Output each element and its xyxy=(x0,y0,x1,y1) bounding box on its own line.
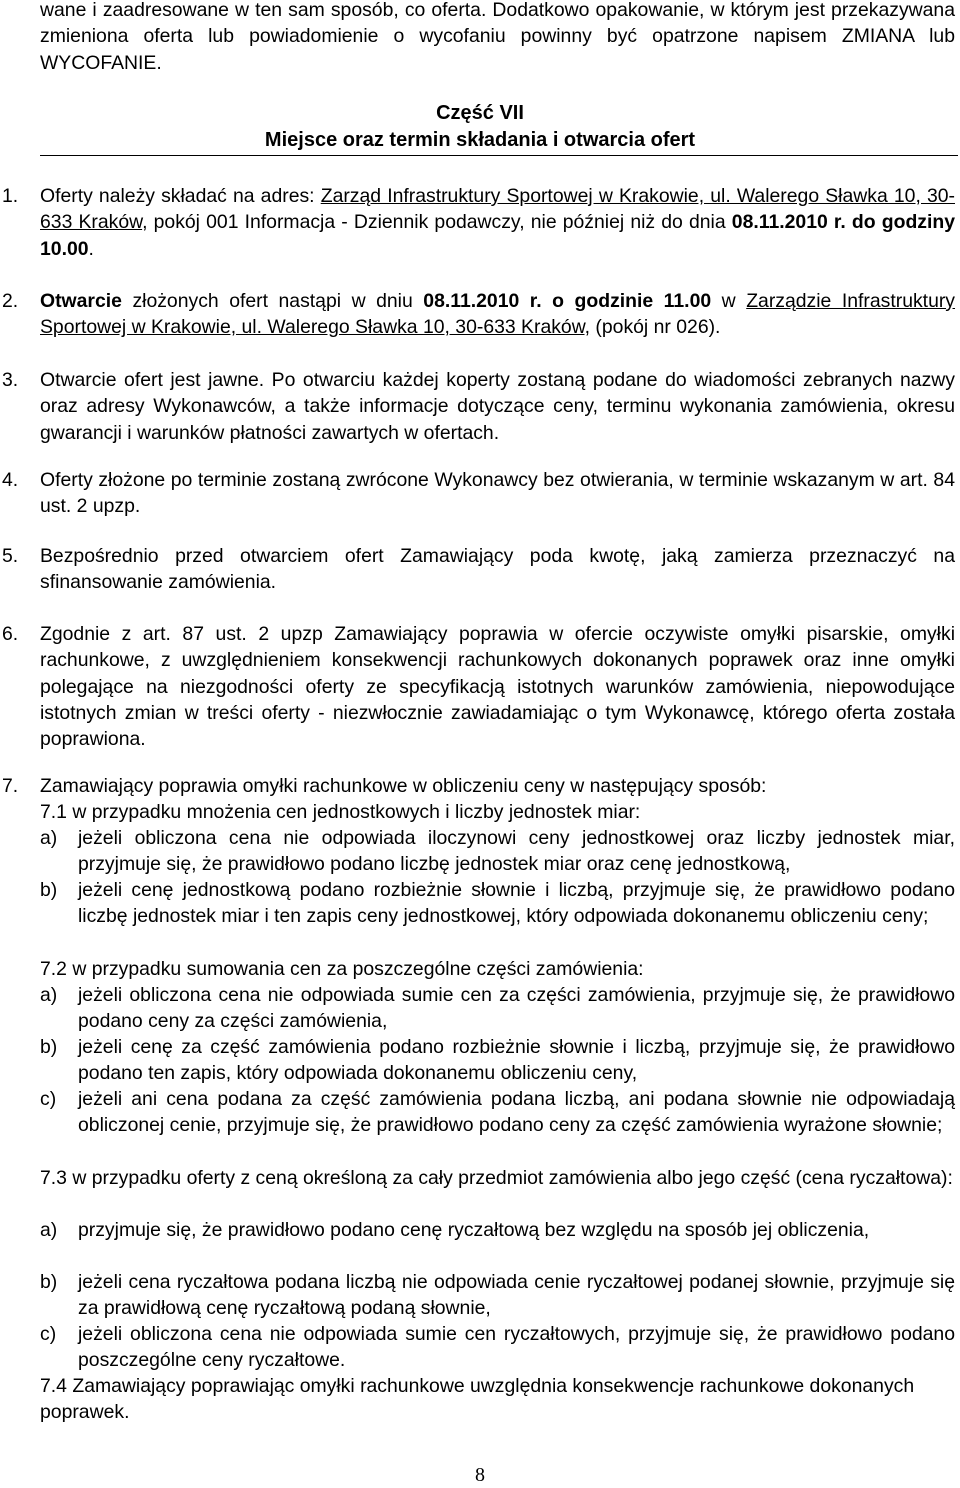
intro-paragraph: wane i zaadresowane w ten sam sposób, co oferta. Dodatkowo opakowanie, w którym jest przekazywana zmieniona oferta lub powiadomienie o wycofaniu powinny być opatrzone napisem ZMIANA lub WYCOFANIE. xyxy=(40,0,955,74)
sub-item-label: b) xyxy=(40,1271,58,1293)
address-link-text: Zarząd Infrastruktury Sportowej w Krakowie, ul. Walerego Sławka 10, 30-633 Kraków xyxy=(40,185,955,234)
address-link-text: Zarządzie Infrastruktury Sportowej w Krakowie, ul. Walerego Sławka 10, 30-633 Kraków, xyxy=(40,290,956,339)
subsection-heading: 7.1 w przypadku mnożenia cen jednostkowych i liczby jednostek miar: xyxy=(40,801,641,823)
item-number: 5. xyxy=(2,545,19,567)
subsection-heading: 7.2 w przypadku sumowania cen za poszczególne części zamówienia: xyxy=(40,958,644,980)
sub-item-label: c) xyxy=(40,1323,57,1345)
heading-rule xyxy=(40,155,958,156)
sub-item-text: jeżeli obliczona cena nie odpowiada sumie cen ryczałtowych, przyjmuje się, że prawidłowo podano poszczególne ceny ryczałtowe. xyxy=(78,1323,955,1372)
text-run: . xyxy=(88,237,94,260)
item-number: 6. xyxy=(2,623,19,645)
bold-run: Otwarcie xyxy=(40,290,122,312)
item-text: Otwarcie ofert jest jawne. Po otwarciu każdej koperty zostaną podane do wiadomości zebranych nazwy oraz adresy Wykonawców, a także informacje dotyczące ceny, terminu wykonania zamówienia, okresu gwarancji i warunków płatności zawartych w ofertach. xyxy=(40,369,955,444)
sub-item-label: a) xyxy=(40,1219,58,1241)
item-text xyxy=(40,288,955,341)
item-number: 3. xyxy=(2,369,19,391)
sub-item-text: jeżeli cena ryczałtowa podana liczbą nie odpowiada cenie ryczałtowej podanej słownie, przyjmuje się za prawidłową cenę ryczałtową podaną słownie, xyxy=(78,1271,955,1320)
text-run: w xyxy=(711,290,747,312)
sub-item-label: a) xyxy=(40,984,58,1006)
sub-item-text: jeżeli obliczona cena nie odpowiada iloczynowi ceny jednostkowej oraz liczby jednostek miar, przyjmuje się, że prawidłowo podano liczbę jednostek miar oraz cenę jednostkową, xyxy=(78,827,955,876)
text-run: Oferty należy składać na adres: xyxy=(40,185,321,207)
sub-item-text: jeżeli obliczona cena nie odpowiada sumie cen za części zamówienia, przyjmuje się, że prawidłowo podano ceny za części zamówienia, xyxy=(78,984,955,1033)
section-title: Miejsce oraz termin składania i otwarcia ofert xyxy=(264,129,696,151)
sub-item-label: b) xyxy=(40,879,58,901)
item-text: Oferty złożone po terminie zostaną zwrócone Wykonawcy bez otwierania, w terminie wskazanym w art. 84 ust. 2 upzp. xyxy=(40,469,955,518)
deadline-text: 08.11.2010 r. do godziny 10.00 xyxy=(40,211,956,260)
opening-date-text: 08.11.2010 r. o godzinie 11.00 xyxy=(423,290,712,312)
sub-item-text: przyjmuje się, że prawidłowo podano cenę ryczałtową bez względu na sposób jej obliczenia, xyxy=(78,1219,870,1241)
text-run: złożonych ofert nastąpi w dniu xyxy=(121,290,424,312)
sub-item-text: jeżeli ani cena podana za część zamówienia podana liczbą, ani podana słownie nie odpowiadają obliczonej cenie, przyjmuje się, że prawidłowo podano ceny za część zamówienia wyrażone słownie; xyxy=(78,1088,955,1137)
sub-item-label: a) xyxy=(40,827,58,849)
text-run: , pokój 001 Informacja - Dziennik podawczy, nie później niż do dnia xyxy=(142,211,732,234)
sub-item-label: b) xyxy=(40,1036,58,1058)
part-heading: Część VII xyxy=(436,102,524,124)
item-number: 4. xyxy=(2,469,19,491)
item-number: 7. xyxy=(2,775,19,797)
text-run: (pokój nr 026). xyxy=(590,316,721,339)
item-number: 2. xyxy=(2,290,19,312)
sub-item-label: c) xyxy=(40,1088,57,1110)
item-text xyxy=(40,183,955,262)
subsection-heading: 7.4 Zamawiający poprawiając omyłki rachunkowe uwzględnia konsekwencje rachunkowe dokonanych poprawek. xyxy=(40,1375,915,1424)
subsection-heading: 7.3 w przypadku oferty z ceną określoną za cały przedmiot zamówienia albo jego część (cena ryczałtowa): xyxy=(40,1167,953,1189)
item-text: Bezpośrednio przed otwarciem ofert Zamawiający poda kwotę, jaką zamierza przeznaczyć na sfinansowanie zamówienia. xyxy=(40,545,955,594)
item-text: Zamawiający poprawia omyłki rachunkowe w obliczeniu ceny w następujący sposób: xyxy=(40,775,767,797)
item-number: 1. xyxy=(2,185,19,207)
sub-item-text: jeżeli cenę jednostkową podano rozbieżnie słownie i liczbą, przyjmuje się, że prawidłowo podano liczbę jednostek miar i ten zapis ceny jednostkowej, który odpowiada dokonanemu obliczeniu ceny; xyxy=(78,879,955,928)
item-text: Zgodnie z art. 87 ust. 2 upzp Zamawiający poprawia w ofercie oczywiste omyłki pisarskie, omyłki rachunkowe, z uwzględnieniem konsekwencji rachunkowych dokonanych poprawek oraz inne omyłki polegające na niezgodności oferty ze specyfikacją istotnych warunków zamówienia, niepowodujące istotnych zmian w treści oferty - niezwłocznie zawiadamiając o tym Wykonawcę, którego oferta została poprawiona. xyxy=(40,623,955,751)
page-number: 8 xyxy=(475,1464,485,1486)
sub-item-text: jeżeli cenę za część zamówienia podano rozbieżnie słownie i liczbą, przyjmuje się, że prawidłowo podano ten zapis, który odpowiada dokonanemu obliczeniu ceny, xyxy=(78,1036,955,1085)
